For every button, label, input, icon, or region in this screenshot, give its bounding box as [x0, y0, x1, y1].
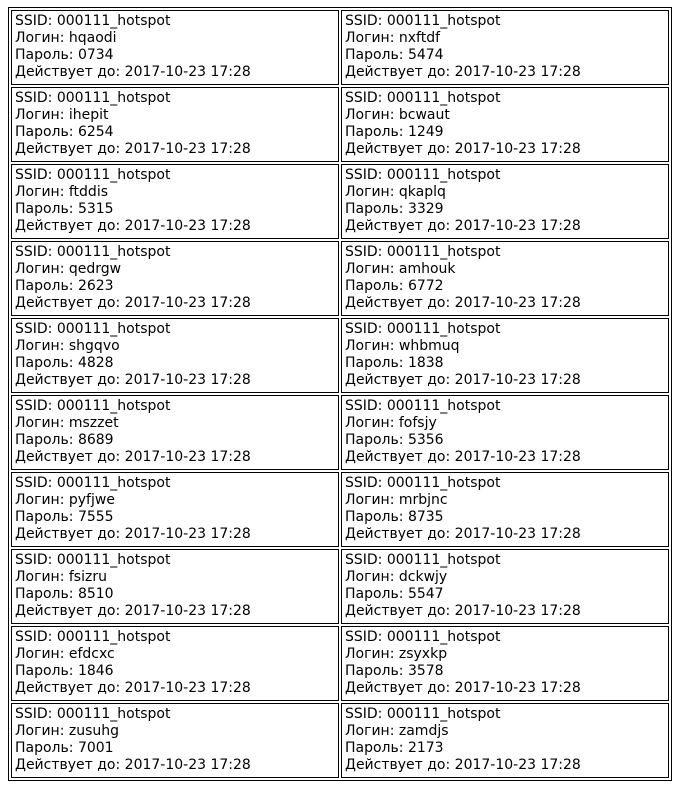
voucher-card: [341, 549, 669, 624]
login-value: qkaplq: [398, 184, 446, 200]
password-label: Пароль:: [345, 740, 404, 756]
login-line: [345, 184, 665, 201]
login-label: Логин:: [15, 107, 65, 123]
ssid-line: [345, 398, 665, 415]
ssid-label: SSID:: [15, 552, 53, 568]
password-line: [15, 509, 335, 526]
voucher-card: [11, 626, 339, 701]
login-value: fsizru: [68, 569, 107, 585]
password-value: 2173: [407, 740, 444, 756]
password-line: [15, 432, 335, 449]
voucher-card: [11, 395, 339, 470]
ssid-line: [345, 321, 665, 338]
valid-until-line: [15, 372, 335, 389]
voucher-card: [11, 549, 339, 624]
valid-until-label: Действует до:: [15, 218, 121, 234]
voucher-card: [341, 10, 669, 85]
ssid-line: [345, 475, 665, 492]
valid-until-label: Действует до:: [345, 295, 451, 311]
valid-until-value: 2017-10-23 17:28: [454, 680, 581, 696]
password-line: [15, 47, 335, 64]
ssid-line: [345, 706, 665, 723]
valid-until-line: [15, 526, 335, 543]
valid-until-value: 2017-10-23 17:28: [124, 603, 251, 619]
login-label: Логин:: [15, 723, 65, 739]
valid-until-value: 2017-10-23 17:28: [454, 218, 581, 234]
password-label: Пароль:: [345, 586, 404, 602]
login-value: hqaodi: [68, 30, 117, 46]
valid-until-value: 2017-10-23 17:28: [124, 680, 251, 696]
password-label: Пароль:: [15, 47, 74, 63]
login-line: [345, 261, 665, 278]
ssid-label: SSID:: [345, 167, 383, 183]
ssid-line: [15, 706, 335, 723]
password-value: 5547: [407, 586, 444, 602]
valid-until-value: 2017-10-23 17:28: [454, 603, 581, 619]
ssid-label: SSID:: [345, 13, 383, 29]
login-value: zusuhg: [68, 723, 120, 739]
password-label: Пароль:: [345, 124, 404, 140]
password-value: 8689: [77, 432, 114, 448]
login-line: [345, 415, 665, 432]
valid-until-label: Действует до:: [345, 141, 451, 157]
login-line: [345, 646, 665, 663]
password-value: 0734: [77, 47, 114, 63]
password-value: 8510: [77, 586, 114, 602]
password-label: Пароль:: [15, 278, 74, 294]
ssid-label: SSID:: [15, 706, 53, 722]
valid-until-value: 2017-10-23 17:28: [454, 141, 581, 157]
login-value: zamdjs: [398, 723, 449, 739]
login-line: [15, 569, 335, 586]
password-label: Пароль:: [15, 586, 74, 602]
voucher-card: [341, 87, 669, 162]
password-line: [15, 355, 335, 372]
login-label: Логин:: [345, 30, 395, 46]
password-value: 2623: [77, 278, 114, 294]
ssid-value: 000111_hotspot: [386, 90, 501, 106]
password-label: Пароль:: [15, 201, 74, 217]
login-value: qedrgw: [68, 261, 122, 277]
valid-until-value: 2017-10-23 17:28: [454, 449, 581, 465]
password-label: Пароль:: [15, 432, 74, 448]
login-value: whbmuq: [398, 338, 460, 354]
valid-until-label: Действует до:: [345, 449, 451, 465]
login-line: [15, 107, 335, 124]
voucher-card: [11, 703, 339, 778]
valid-until-line: [15, 295, 335, 312]
voucher-card: [341, 703, 669, 778]
password-value: 1249: [407, 124, 444, 140]
voucher-row: [11, 318, 669, 393]
voucher-row: [11, 10, 669, 85]
voucher-row: [11, 626, 669, 701]
password-label: Пароль:: [345, 278, 404, 294]
login-label: Логин:: [15, 184, 65, 200]
valid-until-value: 2017-10-23 17:28: [124, 757, 251, 773]
password-line: [15, 124, 335, 141]
ssid-label: SSID:: [345, 706, 383, 722]
ssid-line: [345, 552, 665, 569]
voucher-card: [341, 626, 669, 701]
login-label: Логин:: [15, 646, 65, 662]
ssid-value: 000111_hotspot: [56, 244, 171, 260]
login-line: [15, 184, 335, 201]
valid-until-line: [15, 218, 335, 235]
ssid-label: SSID:: [345, 475, 383, 491]
password-line: [15, 278, 335, 295]
valid-until-line: [15, 64, 335, 81]
valid-until-line: [345, 757, 665, 774]
login-label: Логин:: [345, 646, 395, 662]
valid-until-line: [345, 449, 665, 466]
voucher-row: [11, 395, 669, 470]
valid-until-line: [345, 295, 665, 312]
password-value: 1846: [77, 663, 114, 679]
ssid-value: 000111_hotspot: [386, 629, 501, 645]
valid-until-label: Действует до:: [15, 757, 121, 773]
password-label: Пароль:: [15, 355, 74, 371]
ssid-value: 000111_hotspot: [56, 90, 171, 106]
ssid-label: SSID:: [15, 398, 53, 414]
ssid-line: [15, 13, 335, 30]
voucher-card: [11, 164, 339, 239]
password-label: Пароль:: [15, 124, 74, 140]
login-label: Логин:: [345, 415, 395, 431]
ssid-line: [345, 13, 665, 30]
ssid-line: [15, 244, 335, 261]
password-label: Пароль:: [345, 201, 404, 217]
voucher-card: [341, 164, 669, 239]
login-value: ihepit: [68, 107, 109, 123]
ssid-line: [15, 321, 335, 338]
password-label: Пароль:: [15, 663, 74, 679]
ssid-label: SSID:: [345, 244, 383, 260]
ssid-value: 000111_hotspot: [56, 398, 171, 414]
password-value: 5356: [407, 432, 444, 448]
login-label: Логин:: [345, 492, 395, 508]
ssid-label: SSID:: [345, 321, 383, 337]
ssid-label: SSID:: [15, 321, 53, 337]
login-label: Логин:: [15, 338, 65, 354]
password-value: 7001: [77, 740, 114, 756]
valid-until-label: Действует до:: [345, 64, 451, 80]
password-line: [345, 509, 665, 526]
ssid-label: SSID:: [345, 90, 383, 106]
password-line: [345, 278, 665, 295]
ssid-line: [345, 90, 665, 107]
ssid-label: SSID:: [15, 90, 53, 106]
valid-until-line: [345, 526, 665, 543]
ssid-value: 000111_hotspot: [56, 552, 171, 568]
ssid-value: 000111_hotspot: [386, 398, 501, 414]
ssid-line: [15, 475, 335, 492]
ssid-label: SSID:: [345, 398, 383, 414]
login-value: mszzet: [68, 415, 119, 431]
login-label: Логин:: [345, 723, 395, 739]
valid-until-label: Действует до:: [15, 449, 121, 465]
valid-until-value: 2017-10-23 17:28: [124, 372, 251, 388]
voucher-row: [11, 472, 669, 547]
voucher-card: [341, 241, 669, 316]
password-value: 6254: [77, 124, 114, 140]
valid-until-value: 2017-10-23 17:28: [124, 218, 251, 234]
voucher-card: [11, 10, 339, 85]
valid-until-label: Действует до:: [345, 680, 451, 696]
valid-until-label: Действует до:: [345, 757, 451, 773]
password-label: Пароль:: [345, 509, 404, 525]
valid-until-value: 2017-10-23 17:28: [124, 64, 251, 80]
login-value: bcwaut: [398, 107, 450, 123]
ssid-value: 000111_hotspot: [386, 13, 501, 29]
password-line: [15, 740, 335, 757]
password-label: Пароль:: [15, 509, 74, 525]
valid-until-label: Действует до:: [345, 372, 451, 388]
login-line: [15, 30, 335, 47]
ssid-label: SSID:: [15, 13, 53, 29]
password-value: 3329: [407, 201, 444, 217]
ssid-value: 000111_hotspot: [56, 706, 171, 722]
valid-until-label: Действует до:: [15, 526, 121, 542]
password-value: 6772: [407, 278, 444, 294]
login-label: Логин:: [15, 569, 65, 585]
valid-until-label: Действует до:: [15, 141, 121, 157]
ssid-value: 000111_hotspot: [56, 167, 171, 183]
password-label: Пароль:: [15, 740, 74, 756]
login-line: [345, 492, 665, 509]
login-line: [15, 646, 335, 663]
login-label: Логин:: [345, 107, 395, 123]
ssid-line: [15, 90, 335, 107]
login-value: shgqvo: [68, 338, 120, 354]
login-label: Логин:: [15, 415, 65, 431]
ssid-value: 000111_hotspot: [56, 475, 171, 491]
password-value: 1838: [407, 355, 444, 371]
valid-until-value: 2017-10-23 17:28: [124, 295, 251, 311]
ssid-line: [345, 244, 665, 261]
valid-until-label: Действует до:: [15, 372, 121, 388]
ssid-value: 000111_hotspot: [386, 167, 501, 183]
valid-until-label: Действует до:: [15, 603, 121, 619]
login-value: dckwjy: [398, 569, 448, 585]
ssid-label: SSID:: [15, 629, 53, 645]
login-label: Логин:: [15, 30, 65, 46]
voucher-card: [11, 87, 339, 162]
ssid-line: [15, 552, 335, 569]
login-line: [345, 569, 665, 586]
password-line: [345, 124, 665, 141]
valid-until-line: [15, 680, 335, 697]
ssid-value: 000111_hotspot: [386, 475, 501, 491]
valid-until-line: [15, 757, 335, 774]
valid-until-line: [345, 603, 665, 620]
password-label: Пароль:: [345, 47, 404, 63]
valid-until-value: 2017-10-23 17:28: [454, 372, 581, 388]
ssid-value: 000111_hotspot: [386, 706, 501, 722]
password-label: Пароль:: [345, 355, 404, 371]
password-value: 3578: [407, 663, 444, 679]
password-value: 5474: [407, 47, 444, 63]
ssid-value: 000111_hotspot: [386, 552, 501, 568]
valid-until-label: Действует до:: [345, 218, 451, 234]
password-line: [15, 201, 335, 218]
valid-until-line: [345, 141, 665, 158]
password-value: 8735: [407, 509, 444, 525]
login-line: [15, 492, 335, 509]
ssid-line: [345, 629, 665, 646]
ssid-line: [345, 167, 665, 184]
voucher-row: [11, 703, 669, 778]
valid-until-line: [345, 372, 665, 389]
login-value: ftddis: [68, 184, 109, 200]
login-line: [15, 415, 335, 432]
voucher-table: [8, 7, 672, 781]
login-label: Логин:: [15, 492, 65, 508]
ssid-label: SSID:: [15, 475, 53, 491]
login-value: zsyxkp: [398, 646, 448, 662]
login-label: Логин:: [15, 261, 65, 277]
valid-until-label: Действует до:: [345, 603, 451, 619]
login-line: [15, 261, 335, 278]
valid-until-line: [15, 141, 335, 158]
password-value: 7555: [77, 509, 114, 525]
valid-until-line: [345, 218, 665, 235]
login-line: [345, 338, 665, 355]
password-value: 4828: [77, 355, 114, 371]
ssid-line: [15, 629, 335, 646]
login-line: [15, 723, 335, 740]
login-label: Логин:: [345, 261, 395, 277]
password-line: [345, 586, 665, 603]
password-line: [15, 586, 335, 603]
password-line: [345, 355, 665, 372]
login-label: Логин:: [345, 569, 395, 585]
valid-until-value: 2017-10-23 17:28: [124, 141, 251, 157]
login-label: Логин:: [345, 338, 395, 354]
valid-until-label: Действует до:: [345, 526, 451, 542]
ssid-value: 000111_hotspot: [386, 244, 501, 260]
password-line: [345, 47, 665, 64]
valid-until-label: Действует до:: [15, 295, 121, 311]
voucher-row: [11, 241, 669, 316]
valid-until-value: 2017-10-23 17:28: [124, 449, 251, 465]
voucher-row: [11, 164, 669, 239]
voucher-card: [11, 472, 339, 547]
password-line: [345, 740, 665, 757]
valid-until-line: [345, 680, 665, 697]
ssid-value: 000111_hotspot: [56, 321, 171, 337]
valid-until-value: 2017-10-23 17:28: [454, 295, 581, 311]
valid-until-label: Действует до:: [15, 680, 121, 696]
login-line: [345, 107, 665, 124]
voucher-row: [11, 549, 669, 624]
password-line: [345, 432, 665, 449]
voucher-card: [11, 241, 339, 316]
ssid-value: 000111_hotspot: [386, 321, 501, 337]
login-value: efdcxc: [68, 646, 115, 662]
valid-until-label: Действует до:: [15, 64, 121, 80]
valid-until-line: [15, 449, 335, 466]
password-value: 5315: [77, 201, 114, 217]
voucher-card: [341, 472, 669, 547]
login-value: nxftdf: [398, 30, 441, 46]
ssid-line: [15, 398, 335, 415]
valid-until-value: 2017-10-23 17:28: [454, 526, 581, 542]
voucher-card: [341, 395, 669, 470]
valid-until-line: [15, 603, 335, 620]
ssid-label: SSID:: [15, 167, 53, 183]
voucher-row: [11, 87, 669, 162]
login-line: [15, 338, 335, 355]
ssid-value: 000111_hotspot: [56, 629, 171, 645]
valid-until-value: 2017-10-23 17:28: [454, 757, 581, 773]
ssid-label: SSID:: [345, 629, 383, 645]
login-label: Логин:: [345, 184, 395, 200]
valid-until-value: 2017-10-23 17:28: [454, 64, 581, 80]
login-value: mrbjnc: [398, 492, 448, 508]
valid-until-line: [345, 64, 665, 81]
password-label: Пароль:: [345, 663, 404, 679]
ssid-label: SSID:: [15, 244, 53, 260]
password-line: [345, 663, 665, 680]
ssid-line: [15, 167, 335, 184]
password-line: [15, 663, 335, 680]
ssid-value: 000111_hotspot: [56, 13, 171, 29]
valid-until-value: 2017-10-23 17:28: [124, 526, 251, 542]
voucher-card: [341, 318, 669, 393]
password-label: Пароль:: [345, 432, 404, 448]
password-line: [345, 201, 665, 218]
login-value: fofsjy: [398, 415, 437, 431]
voucher-card: [11, 318, 339, 393]
ssid-label: SSID:: [345, 552, 383, 568]
login-line: [345, 723, 665, 740]
voucher-table-body: [11, 10, 669, 778]
login-value: amhouk: [398, 261, 456, 277]
login-line: [345, 30, 665, 47]
login-value: pyfjwe: [68, 492, 115, 508]
